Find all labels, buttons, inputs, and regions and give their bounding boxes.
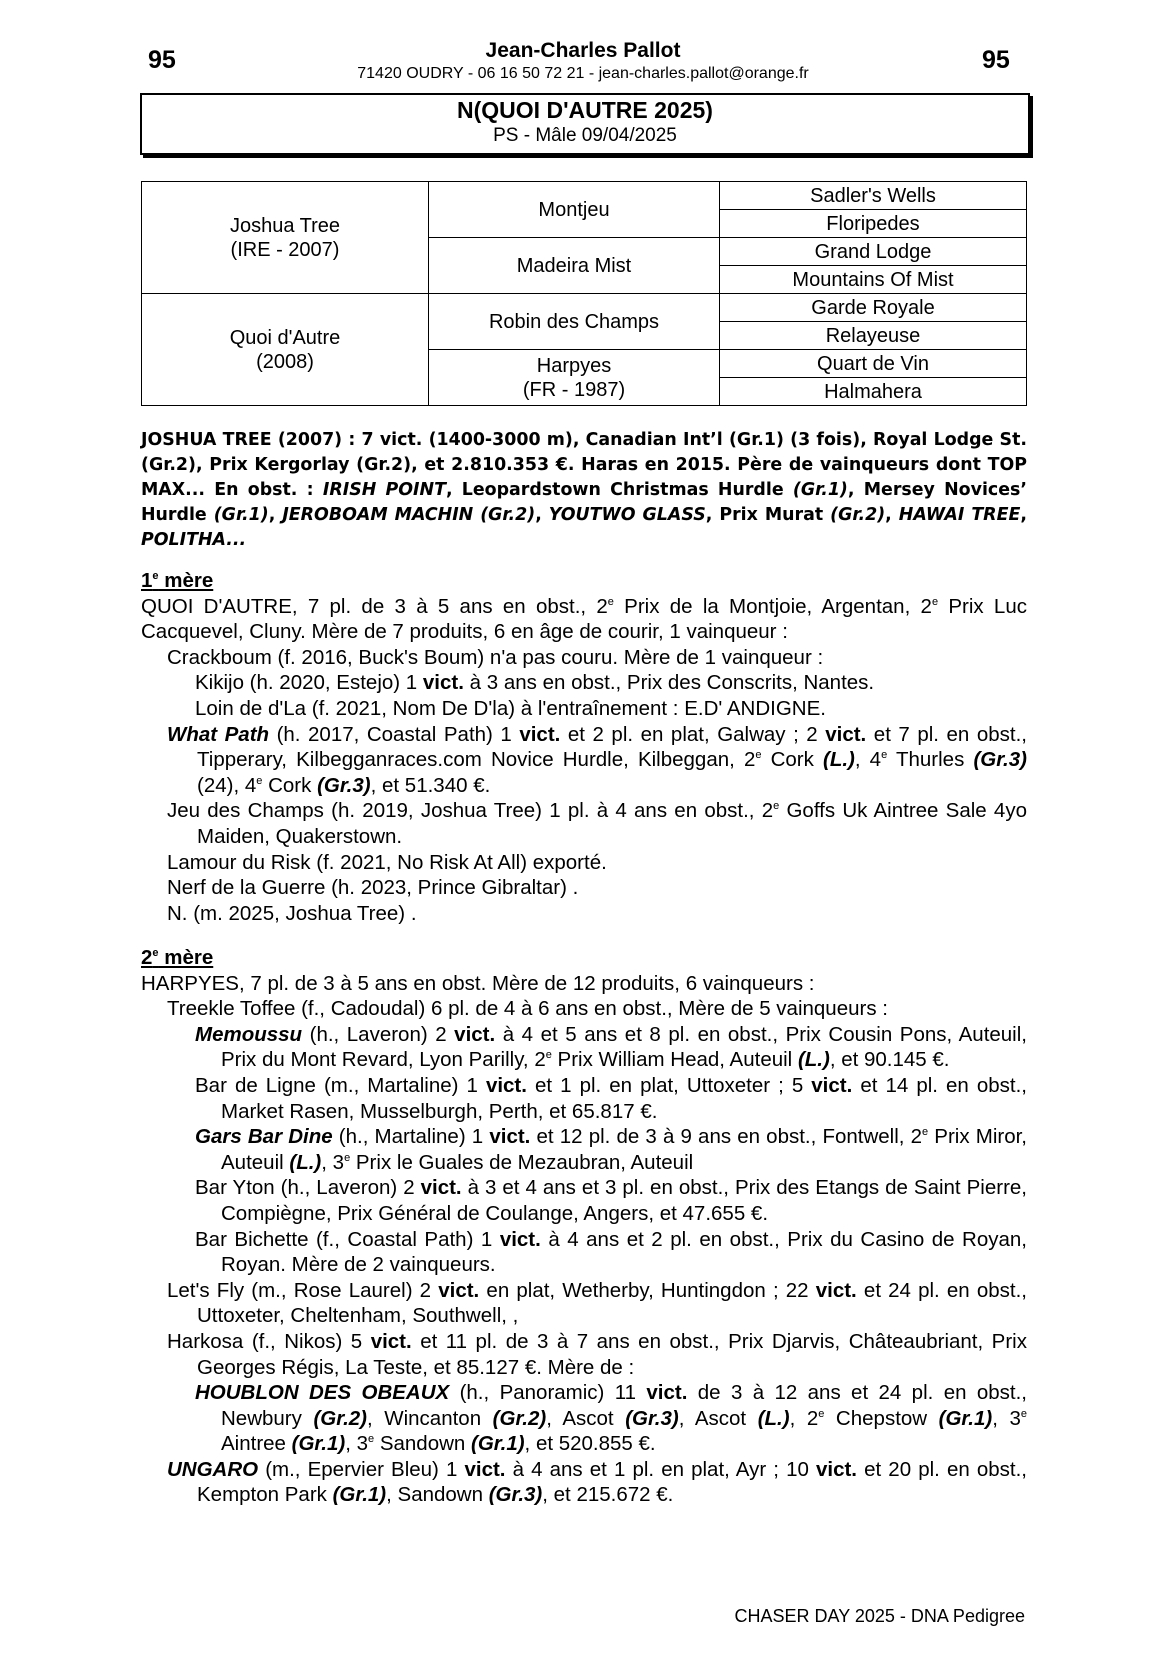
ordinal-suffix: e [607, 595, 614, 608]
text-run: et 20 pl. en obst., Kempton Park [197, 1457, 1027, 1507]
race-grade: (Gr.3) [317, 773, 371, 797]
second-dam-section [141, 945, 1027, 1508]
produce-entry [141, 670, 1027, 696]
dam-dam-name: Harpyes [536, 354, 612, 377]
produce-entry [141, 1073, 1027, 1124]
text-run: , 3 [992, 1406, 1021, 1430]
text-run: (24), 4 [197, 773, 257, 797]
text-run: Sandown [374, 1432, 471, 1456]
section-title-first-dam: 1e mère [141, 569, 214, 592]
text-run: , [268, 505, 283, 525]
race-grade: (Gr.1) [938, 1406, 993, 1430]
consignor-name: Jean-Charles Pallot [485, 39, 681, 62]
pedigree-table [141, 181, 1027, 406]
winner-name: UNGARO [167, 1457, 259, 1481]
text-run: et 12 pl. de 3 à 9 ans en obst., Fontwell, 2 [530, 1125, 923, 1149]
pedigree-dam [142, 294, 429, 406]
pedigree-dsd: Relayeuse [720, 322, 1027, 350]
pedigree-ssd: Floripedes [720, 210, 1027, 238]
text-run: JOSHUA TREE (2007) : 7 vict. (1400-3000 m), Canadian Int’l (Gr.1) (3 fois), Royal Lodge St. (Gr.2), Prix Kergorlay (Gr.2), et 2.810.353 €. Haras en 2015. Père de vainqueurs dont TOP MAX... En obst. : [141, 430, 1027, 500]
ordinal-suffix: e [922, 1126, 929, 1139]
text-run: Lamour du Risk (f. 2021, No Risk At All) exporté. [167, 850, 607, 874]
ordinal-suffix: e [1020, 1407, 1027, 1420]
text-run: , Ascot [678, 1406, 758, 1430]
pedigree-dds: Quart de Vin [720, 350, 1027, 378]
text-run: à 4 ans et 2 pl. en obst., Prix du Casino de Royan, Royan. Mère de 2 vainqueurs. [221, 1227, 1027, 1277]
ordinal-suffix: e [344, 1151, 351, 1164]
pedigree-dam-dam [429, 350, 720, 406]
text-run: , 3 [321, 1150, 345, 1174]
victory-label: vict. [489, 1125, 531, 1149]
produce-entry [141, 594, 1027, 645]
text-run: (h., Laveron) 2 [302, 1022, 455, 1046]
text-run: à 3 ans en obst., Prix des Conscrits, Nantes. [463, 671, 875, 695]
produce-entry [141, 1227, 1027, 1278]
text-run: Chepstow [824, 1406, 939, 1430]
race-grade: (Gr.3) [488, 1483, 543, 1507]
victory-label: vict. [422, 671, 464, 695]
text-run: à 4 et 5 ans et 8 pl. en obst., Prix Cousin Pons, Auteuil, Prix du Mont Revard, Lyon Parilly, 2 [221, 1022, 1027, 1072]
victory-label: vict. [815, 1457, 858, 1481]
produce-entry [141, 971, 1027, 997]
pedigree-ddd: Halmahera [720, 378, 1027, 406]
victory-label: vict. [485, 1073, 527, 1097]
race-grade: (L.) [757, 1406, 790, 1430]
lot-number-left: 95 [148, 46, 176, 74]
text-run: Let's Fly (m., Rose Laurel) 2 [167, 1278, 439, 1302]
victory-label: vict. [519, 722, 561, 746]
text-run: et 24 pl. en obst., Uttoxeter, Cheltenham, Southwell, , [197, 1278, 1027, 1328]
text-run: à 3 et 4 ans et 3 pl. en obst., Prix des Etangs de Saint Pierre, Compiègne, Prix Général de Coulange, Angers, et 47.655 €. [221, 1176, 1027, 1225]
text-run: Thurles [887, 748, 974, 772]
victory-label: vict. [370, 1329, 412, 1353]
horse-name: N(QUOI D'AUTRE 2025) [457, 97, 713, 123]
pedigree-dss: Garde Royale [720, 294, 1027, 322]
section-title-second-dam: 2e mère [141, 946, 214, 969]
text-run: et 1 pl. en plat, Uttoxeter ; 5 [526, 1073, 812, 1097]
produce-entry [141, 1380, 1027, 1457]
text-run: Aintree [221, 1432, 292, 1456]
text-run: (h., Martaline) 1 [332, 1125, 490, 1149]
race-grade: (Gr.3) [625, 1406, 679, 1430]
pedigree-sds: Grand Lodge [720, 238, 1027, 266]
highlighted-name: (Gr.1) [213, 505, 269, 525]
text-run: Prix William Head, Auteuil [551, 1048, 798, 1072]
text-run: Prix de la Montjoie, Argentan, 2 [613, 594, 932, 618]
highlighted-name: JEROBOAM MACHIN (Gr.2) [282, 505, 536, 525]
sire-description [141, 428, 1027, 553]
text-run: à 4 ans et 1 pl. en plat, Ayr ; 10 [505, 1457, 816, 1481]
highlighted-name: YOUTWO GLASS [548, 505, 706, 525]
text-run: Cork [761, 748, 823, 772]
race-grade: (Gr.1) [291, 1432, 346, 1456]
produce-entry [141, 798, 1027, 849]
victory-label: vict. [825, 722, 867, 746]
victory-label: vict. [815, 1278, 857, 1302]
victory-label: vict. [499, 1227, 541, 1251]
ordinal-suffix: e [256, 774, 263, 787]
produce-entry [141, 850, 1027, 876]
ordinal-suffix: e [818, 1407, 825, 1420]
text-run: , et 51.340 €. [370, 773, 491, 797]
produce-entry [141, 875, 1027, 901]
pedigree-sdd: Mountains Of Mist [720, 266, 1027, 294]
text-run: Cork [262, 773, 318, 797]
consignor-block [0, 38, 1166, 84]
text-run: HARPYES, 7 pl. de 3 à 5 ans en obst. Mère de 12 produits, 6 vainqueurs : [141, 971, 815, 995]
second-dam-paragraphs [141, 971, 1027, 1508]
text-run: et 7 pl. en obst., Tipperary, Kilbegganraces.com Novice Hurdle, Kilbeggan, 2 [197, 722, 1027, 772]
text-run: Kikijo (h. 2020, Estejo) 1 [195, 671, 423, 695]
dam-origin: (2008) [256, 350, 314, 373]
winner-name: What Path [167, 722, 270, 746]
winner-name: Gars Bar Dine [195, 1125, 333, 1149]
produce-entry [141, 645, 1027, 671]
consignor-contact: 71420 OUDRY - 06 16 50 72 21 - jean-charles.pallot@orange.fr [357, 65, 809, 82]
race-grade: (Gr.2) [313, 1406, 367, 1430]
race-grade: (Gr.1) [471, 1432, 525, 1456]
pedigree-sire [142, 182, 429, 294]
text-run: , 3 [345, 1432, 368, 1456]
race-grade: (L.) [797, 1048, 830, 1072]
first-dam-paragraphs [141, 594, 1027, 927]
highlighted-name: POLITHA... [141, 530, 247, 550]
text-run: et 2 pl. en plat, Galway ; 2 [560, 722, 826, 746]
text-run: Crackboum (f. 2016, Buck's Boum) n'a pas couru. Mère de 1 vainqueur : [167, 645, 824, 669]
text-run: Bar de Ligne (m., Martaline) 1 [195, 1073, 486, 1097]
ordinal-suffix: e [368, 1433, 375, 1446]
produce-entry [141, 1124, 1027, 1175]
winner-name: HOUBLON DES OBEAUX [195, 1381, 450, 1405]
text-run: Treekle Toffee (f., Cadoudal) 6 pl. de 4 à 6 ans en obst., Mère de 5 vainqueurs : [167, 997, 888, 1021]
produce-entry [141, 1278, 1027, 1329]
dam-dam-origin: (FR - 1987) [522, 378, 626, 401]
produce-entry [141, 1457, 1027, 1508]
text-run: Harkosa (f., Nikos) 5 [167, 1329, 371, 1353]
pedigree-sire-dam: Madeira Mist [429, 238, 720, 294]
text-run: , Mersey Novices’ Hurdle [141, 480, 1027, 525]
text-run: de 3 à 12 ans et 24 pl. en obst., Newbury [221, 1381, 1027, 1430]
text-run: , [1020, 505, 1027, 525]
ordinal-suffix: e [755, 749, 762, 762]
text-run: , 2 [789, 1406, 819, 1430]
produce-entry [141, 1175, 1027, 1226]
text-run: et 11 pl. de 3 à 7 ans en obst., Prix Djarvis, Châteaubriant, Prix Georges Régis, La Teste, et 85.127 €. Mère de : [197, 1329, 1027, 1379]
text-run: Nerf de la Guerre (h. 2023, Prince Gibraltar) . [167, 876, 579, 900]
highlighted-name: (Gr.2) [830, 505, 886, 525]
ordinal-suffix: e [773, 800, 780, 813]
text-run: , et 215.672 €. [542, 1483, 674, 1507]
ordinal-suffix: e [881, 749, 888, 762]
race-grade: (Gr.2) [492, 1406, 547, 1430]
produce-entry [141, 901, 1027, 927]
sire-name: Joshua Tree [229, 214, 341, 237]
text-run: , et 520.855 €. [524, 1432, 656, 1456]
lot-number-right: 95 [982, 46, 1010, 74]
winner-name: Memoussu [195, 1022, 303, 1046]
page-footer: CHASER DAY 2025 - DNA Pedigree [734, 1606, 1025, 1626]
text-run: Goffs Uk Aintree Sale 4yo Maiden, Quakerstown. [197, 799, 1027, 848]
highlighted-name: IRISH POINT [322, 480, 446, 500]
produce-entry [141, 1329, 1027, 1380]
ordinal-suffix: e [931, 595, 939, 608]
produce-entry [141, 1022, 1027, 1073]
text-run: Bar Bichette (f., Coastal Path) 1 [195, 1227, 500, 1251]
race-grade: (L.) [823, 748, 855, 772]
victory-label: vict. [646, 1381, 688, 1405]
horse-subtitle: PS - Mâle 09/04/2025 [493, 125, 677, 146]
dam-name: Quoi d'Autre [229, 326, 341, 349]
text-run: Prix Miror, Auteuil [221, 1125, 1027, 1174]
pedigree-sss: Sadler's Wells [720, 182, 1027, 210]
victory-label: vict. [811, 1073, 853, 1097]
produce-entry [141, 696, 1027, 722]
text-run: , [535, 505, 549, 525]
first-dam-section [141, 568, 1027, 926]
text-run: Loin de d'La (f. 2021, Nom De D'la) à l'entraînement : E.D' ANDIGNE. [195, 696, 826, 720]
text-run: , et 90.145 €. [829, 1048, 950, 1072]
highlighted-name: HAWAI TREE [898, 505, 1021, 525]
pedigree-dam-sire: Robin des Champs [429, 294, 720, 350]
ordinal-suffix: e [545, 1049, 552, 1062]
text-run: QUOI D'AUTRE, 7 pl. de 3 à 5 ans en obst., 2 [141, 594, 608, 618]
victory-label: vict. [454, 1022, 496, 1046]
race-grade: (L.) [289, 1150, 322, 1174]
text-run: , Ascot [546, 1406, 626, 1430]
text-run: , [885, 505, 899, 525]
race-grade: (Gr.1) [332, 1483, 387, 1507]
text-run: N. (m. 2025, Joshua Tree) . [167, 901, 417, 925]
text-run: , Wincanton [367, 1406, 493, 1430]
text-run: , 4 [854, 748, 882, 772]
text-run: (h., Panoramic) 11 [449, 1381, 647, 1405]
victory-label: vict. [420, 1176, 462, 1200]
text-run: en plat, Wetherby, Huntingdon ; 22 [479, 1278, 816, 1302]
text-run: (h. 2017, Coastal Path) 1 [269, 722, 520, 746]
text-run: Prix Luc Cacquevel, Cluny. Mère de 7 produits, 6 en âge de courir, 1 vainqueur : [141, 594, 1027, 644]
horse-title-box [140, 93, 1030, 155]
sire-origin: (IRE - 2007) [230, 238, 340, 261]
race-grade: (Gr.3) [973, 748, 1027, 772]
text-run: (m., Epervier Bleu) 1 [258, 1457, 465, 1481]
produce-entry [141, 996, 1027, 1022]
text-run: Jeu des Champs (h. 2019, Joshua Tree) 1 pl. à 4 ans en obst., 2 [167, 799, 774, 823]
text-run: , Prix Murat [705, 505, 831, 525]
highlighted-name: (Gr.1) [792, 480, 848, 500]
text-run: et 14 pl. en obst., Market Rasen, Musselburgh, Perth, et 65.817 €. [221, 1073, 1027, 1123]
text-run: , Sandown [386, 1483, 489, 1507]
produce-entry [141, 722, 1027, 799]
victory-label: vict. [464, 1457, 506, 1481]
text-run: , Leopardstown Christmas Hurdle [445, 480, 793, 500]
victory-label: vict. [438, 1278, 480, 1302]
text-run: Bar Yton (h., Laveron) 2 [195, 1176, 421, 1200]
pedigree-sire-sire: Montjeu [429, 182, 720, 238]
text-run: Prix le Guales de Mezaubran, Auteuil [350, 1150, 694, 1174]
